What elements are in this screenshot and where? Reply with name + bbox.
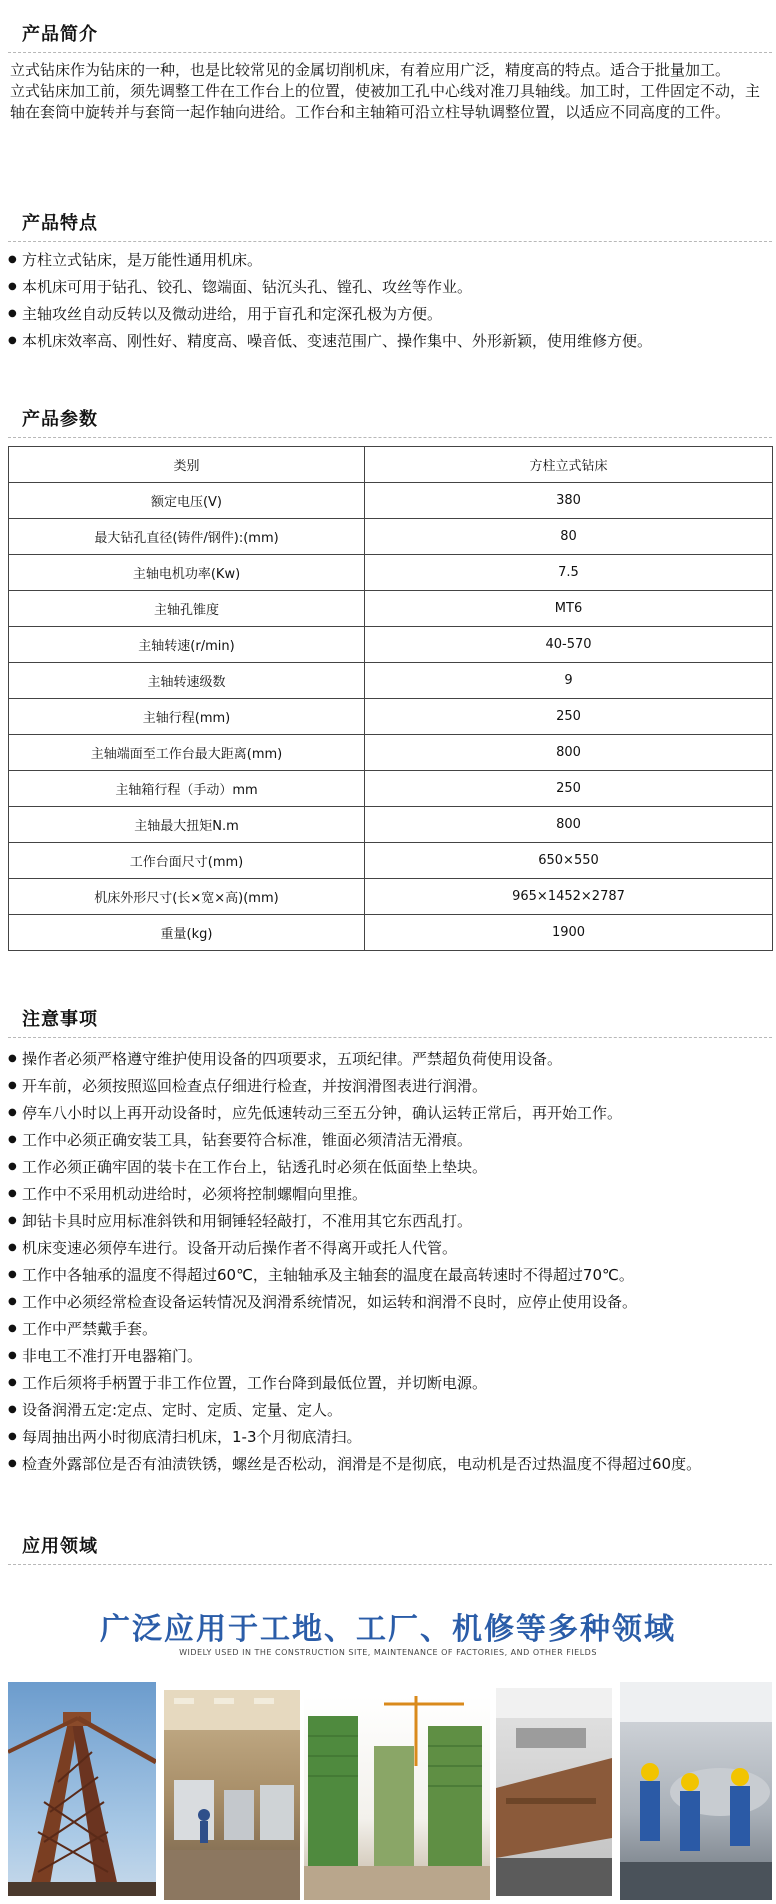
- param-name: 主轴转速级数: [9, 663, 365, 699]
- section-divider: [8, 437, 772, 438]
- table-row: [9, 771, 773, 807]
- feature-item: ● 本机床效率高、刚性好、精度高、噪音低、变速范围广、操作集中、外形新颖，使用维修方便。: [8, 330, 772, 357]
- param-value: 80: [365, 519, 773, 555]
- construction-illustration: [304, 1696, 490, 1900]
- params-section: [0, 399, 776, 439]
- param-name: 主轴箱行程（手动）mm: [9, 771, 365, 807]
- table-row: [9, 735, 773, 771]
- param-value: 800: [365, 807, 773, 843]
- table-row: [9, 663, 773, 699]
- assembly-illustration: [620, 1682, 772, 1900]
- notes-title: 注意事项: [22, 1009, 98, 1030]
- param-name: 重量(kg): [9, 915, 365, 951]
- param-name: 机床外形尺寸(长×宽×高)(mm): [9, 879, 365, 915]
- param-value: 650×550: [365, 843, 773, 879]
- section-divider: [8, 1037, 772, 1038]
- intro-header: [0, 14, 776, 54]
- intro-title: 产品简介: [22, 24, 98, 45]
- note-item: ● 开车前，必须按照巡回检查点仔细进行检查，并按润滑图表进行润滑。: [8, 1075, 772, 1102]
- table-row: [9, 627, 773, 663]
- table-row: [9, 915, 773, 951]
- section-divider: [8, 241, 772, 242]
- note-item: ● 工作中不采用机动进给时，必须将控制螺帽向里推。: [8, 1183, 772, 1210]
- note-item: ● 停车八小时以上再开动设备时，应先低速转动三至五分钟，确认运转正常后，再开始工作。: [8, 1102, 772, 1129]
- param-value: 7.5: [365, 555, 773, 591]
- note-item: ● 工作必须正确牢固的装卡在工作台上，钻透孔时必须在低面垫上垫块。: [8, 1156, 772, 1183]
- table-row: [9, 519, 773, 555]
- note-item: ● 每周抽出两小时彻底清扫机床，1-3个月彻底清扫。: [8, 1426, 772, 1453]
- feature-item: ● 本机床可用于钻孔、铰孔、锪端面、钻沉头孔、镗孔、攻丝等作业。: [8, 276, 772, 303]
- note-item: ● 卸钻卡具时应用标准斜铁和用铜锤轻轻敲打，不准用其它东西乱打。: [8, 1210, 772, 1237]
- param-name: 工作台面尺寸(mm): [9, 843, 365, 879]
- note-item: ● 操作者必须严格遵守维护使用设备的四项要求，五项纪律。严禁超负荷使用设备。: [8, 1048, 772, 1075]
- params-title: 产品参数: [22, 409, 98, 430]
- feature-item: ● 方柱立式钻床，是万能性通用机床。: [8, 249, 772, 276]
- application-header: [0, 1526, 776, 1566]
- note-item: ● 工作后须将手柄置于非工作位置，工作台降到最低位置，并切断电源。: [8, 1372, 772, 1399]
- params-table: [8, 446, 773, 951]
- param-value: 800: [365, 735, 773, 771]
- table-row: [9, 591, 773, 627]
- notes-header: [0, 999, 776, 1039]
- note-item: ● 设备润滑五定:定点、定时、定质、定量、定人。: [8, 1399, 772, 1426]
- param-value: 250: [365, 771, 773, 807]
- note-item: ● 工作中严禁戴手套。: [8, 1318, 772, 1345]
- notes-section: [0, 999, 776, 1039]
- notes-list: [8, 1048, 772, 1480]
- param-value: 9: [365, 663, 773, 699]
- table-row: [9, 807, 773, 843]
- banner-subtitle: WIDELY USED IN THE CONSTRUCTION SITE, MAINTENANCE OF FACTORIES, AND OTHER FIELDS: [179, 1648, 597, 1657]
- crane-photo: [8, 1682, 156, 1896]
- section-divider: [8, 52, 772, 53]
- factory-photo: [164, 1690, 300, 1900]
- features-title: 产品特点: [22, 213, 98, 234]
- table-row: [9, 555, 773, 591]
- note-item: ● 工作中各轴承的温度不得超过60℃，主轴轴承及主轴套的温度在最高转速时不得超过70℃。: [8, 1264, 772, 1291]
- application-photo-strip: [8, 1668, 772, 1900]
- param-value: 40-570: [365, 627, 773, 663]
- construction-site-photo: [304, 1696, 490, 1900]
- param-name: 主轴电机功率(Kw): [9, 555, 365, 591]
- note-item: ● 工作中必须经常检查设备运转情况及润滑系统情况，如运转和润滑不良时，应停止使用设备。: [8, 1291, 772, 1318]
- param-name: 主轴最大扭矩N.m: [9, 807, 365, 843]
- table-row: [9, 699, 773, 735]
- section-divider: [8, 1564, 772, 1565]
- intro-section: [0, 14, 776, 54]
- param-value: 1900: [365, 915, 773, 951]
- features-list: [8, 249, 772, 357]
- param-name: 主轴孔锥度: [9, 591, 365, 627]
- param-value: 250: [365, 699, 773, 735]
- crane-illustration: [8, 1682, 156, 1896]
- banner-title: 广泛应用于工地、工厂、机修等多种领域: [100, 1612, 676, 1647]
- application-section: [0, 1526, 776, 1566]
- features-header: [0, 203, 776, 243]
- intro-text: [10, 60, 770, 123]
- table-header-row: [9, 447, 773, 483]
- param-value: 380: [365, 483, 773, 519]
- note-item: ● 检查外露部位是否有油渍铁锈，螺丝是否松动，润滑是不是彻底，电动机是否过热温度不得超过60度。: [8, 1453, 772, 1480]
- table-header-cell: 类别: [9, 447, 365, 483]
- param-name: 最大钻孔直径(铸件/钢件):(mm): [9, 519, 365, 555]
- intro-paragraph: 立式钻床加工前，须先调整工件在工作台上的位置，使被加工孔中心线对准刀具轴线。加工时，工件固定不动，主轴在套筒中旋转并与套筒一起作轴向进给。工作台和主轴箱可沿立柱导轨调整位置，以适应不同高度的工件。: [10, 82, 761, 121]
- table-header-cell: 方柱立式钻床: [365, 447, 773, 483]
- table-row: [9, 483, 773, 519]
- features-section: [0, 203, 776, 243]
- table-row: [9, 879, 773, 915]
- note-item: ● 非电工不准打开电器箱门。: [8, 1345, 772, 1372]
- param-name: 主轴转速(r/min): [9, 627, 365, 663]
- table-row: [9, 843, 773, 879]
- application-title: 应用领域: [22, 1536, 98, 1557]
- note-item: ● 机床变速必须停车进行。设备开动后操作者不得离开或托人代管。: [8, 1237, 772, 1264]
- param-name: 主轴行程(mm): [9, 699, 365, 735]
- param-value: MT6: [365, 591, 773, 627]
- workshop-photo: [496, 1688, 612, 1896]
- note-item: ● 工作中必须正确安装工具，钻套要符合标准，锥面必须清洁无滑痕。: [8, 1129, 772, 1156]
- assembly-line-photo: [620, 1682, 772, 1900]
- workshop-illustration: [496, 1688, 612, 1896]
- feature-item: ● 主轴攻丝自动反转以及微动进给，用于盲孔和定深孔极为方便。: [8, 303, 772, 330]
- params-header: [0, 399, 776, 439]
- param-name: 额定电压(V): [9, 483, 365, 519]
- factory-illustration: [164, 1690, 300, 1900]
- param-value: 965×1452×2787: [365, 879, 773, 915]
- param-name: 主轴端面至工作台最大距离(mm): [9, 735, 365, 771]
- intro-paragraph: 立式钻床作为钻床的一种，也是比较常见的金属切削机床，有着应用广泛，精度高的特点。适合于批量加工。: [10, 61, 731, 79]
